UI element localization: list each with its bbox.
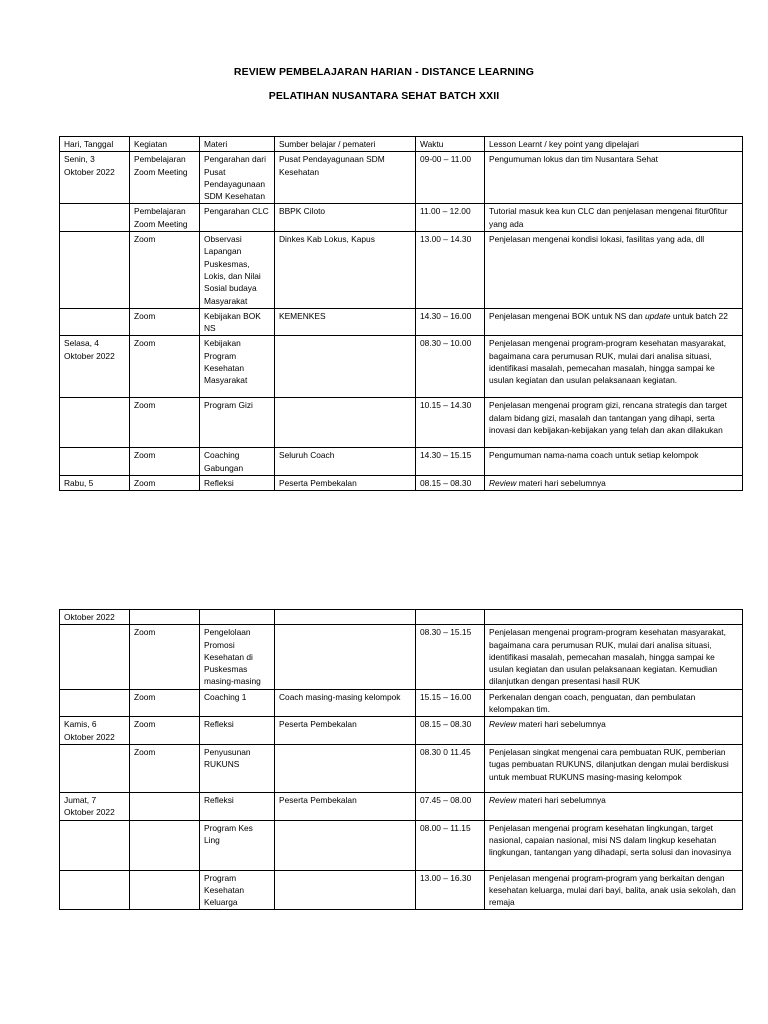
lesson-text-part: materi hari sebelumnya xyxy=(516,719,606,730)
cell-kegiatan: Zoom xyxy=(130,476,200,491)
cell-hari xyxy=(60,398,130,448)
cell-sumber xyxy=(275,625,416,689)
table-row xyxy=(60,204,743,232)
lesson-text-part: Review xyxy=(489,478,517,489)
cell-kegiatan: Zoom xyxy=(130,398,200,448)
cell-hari: Senin, 3 Oktober 2022 xyxy=(60,152,130,204)
cell-lesson xyxy=(485,308,743,336)
cell-waktu: 14.30 – 15.15 xyxy=(416,448,485,476)
lesson-text-part: Penjelasan mengenai BOK untuk NS dan xyxy=(489,310,645,321)
cell-kegiatan xyxy=(130,870,200,910)
cell-hari xyxy=(60,870,130,910)
table-row xyxy=(60,152,743,204)
cell-hari xyxy=(60,448,130,476)
cell-sumber: Peserta Pembekalan xyxy=(275,717,416,745)
cell-hari xyxy=(60,625,130,689)
table-row xyxy=(60,476,743,491)
lesson-text-part: materi hari sebelumnya xyxy=(516,478,606,489)
cell-materi: Kebijakan Program Kesehatan Masyarakat xyxy=(200,336,275,398)
document-title: REVIEW PEMBELAJARAN HARIAN - DISTANCE LEARNING xyxy=(233,66,535,78)
table-row xyxy=(60,625,743,689)
table-row xyxy=(60,870,743,910)
cell-lesson: Pengumuman nama-nama coach untuk setiap kelompok xyxy=(485,448,743,476)
header-kegiatan: Kegiatan xyxy=(130,137,200,152)
table-row xyxy=(60,792,743,820)
header-lesson: Lesson Learnt / key point yang dipelajari xyxy=(485,137,743,152)
cell-materi: Refleksi xyxy=(200,792,275,820)
header-waktu: Waktu xyxy=(416,137,485,152)
cell-materi: Program Gizi xyxy=(200,398,275,448)
lesson-text-part: Review xyxy=(489,794,517,805)
cell-sumber: Dinkes Kab Lokus, Kapus xyxy=(275,232,416,309)
cell-sumber: Peserta Pembekalan xyxy=(275,476,416,491)
cell-materi: Program Kesehatan Keluarga xyxy=(200,870,275,910)
cell-kegiatan xyxy=(130,820,200,870)
cell-lesson: Penjelasan mengenai program-program kesehatan masyarakat, bagaimana cara perumusan RUK, mulai dari analisa situasi, identifikasi masalah, pemecahan masalah, hingga sampai ke usulan kegiatan dan usulan pelaksanaan kegiatan. xyxy=(485,336,743,398)
cell-sumber xyxy=(275,398,416,448)
cell-lesson xyxy=(485,717,743,745)
cell-kegiatan: Zoom xyxy=(130,308,200,336)
cell-hari xyxy=(60,689,130,717)
cell-lesson: Penjelasan mengenai program-program yang berkaitan dengan kesehatan keluarga, mulai dari bayi, balita, anak usia sekolah, dan remaja xyxy=(485,870,743,910)
cell-hari: Selasa, 4 Oktober 2022 xyxy=(60,336,130,398)
cell-sumber: BBPK Ciloto xyxy=(275,204,416,232)
cell-sumber: Peserta Pembekalan xyxy=(275,792,416,820)
cell-waktu: 15.15 – 16.00 xyxy=(416,689,485,717)
header-sumber: Sumber belajar / pemateri xyxy=(275,137,416,152)
cell-kegiatan: Zoom xyxy=(130,717,200,745)
table-row xyxy=(60,689,743,717)
cell-hari xyxy=(60,308,130,336)
cell-lesson: Penjelasan mengenai program gizi, rencana strategis dan target dalam bidang gizi, masalah dan tantangan yang dihapi, serta inovasi dan kebijakan-kebijakan yang telah dan akan dilakukan xyxy=(485,398,743,448)
cell-sumber: KEMENKES xyxy=(275,308,416,336)
cell-hari xyxy=(60,232,130,309)
table-row xyxy=(60,308,743,336)
table-row xyxy=(60,744,743,792)
cell-kegiatan xyxy=(130,792,200,820)
cell-materi: Pengarahan dari Pusat Pendayagunaan SDM Kesehatan xyxy=(200,152,275,204)
cell-materi: Penyusunan RUKUNS xyxy=(200,744,275,792)
cell-waktu xyxy=(416,610,485,625)
cell-lesson: Pengumuman lokus dan tim Nusantara Sehat xyxy=(485,152,743,204)
cell-waktu: 08.00 – 11.15 xyxy=(416,820,485,870)
cell-waktu: 09-00 – 11.00 xyxy=(416,152,485,204)
header-materi: Materi xyxy=(200,137,275,152)
cell-waktu: 07.45 – 08.00 xyxy=(416,792,485,820)
cell-hari: Jumat, 7 Oktober 2022 xyxy=(60,792,130,820)
cell-materi: Kebijakan BOK NS xyxy=(200,308,275,336)
cell-kegiatan: Zoom xyxy=(130,232,200,309)
cell-materi: Pengarahan CLC xyxy=(200,204,275,232)
cell-lesson: Penjelasan mengenai program kesehatan lingkungan, target nasional, capaian nasional, misi NS dalam lingkup kesehatan lingkungan, tantangan yang dihadapi, serta solusi dan inovasinya xyxy=(485,820,743,870)
cell-hari xyxy=(60,820,130,870)
lesson-text-part: update xyxy=(644,310,671,321)
cell-kegiatan: Pembelajaran Zoom Meeting xyxy=(130,152,200,204)
cell-lesson: Penjelasan singkat mengenai cara pembuatan RUK, pemberian tugas pembuatan RUKUNS, dilanjutkan dengan mulai berdiskusi untuk membuat RUKUNS masing-masing kelompok xyxy=(485,744,743,792)
cell-lesson: Penjelasan mengenai kondisi lokasi, fasilitas yang ada, dll xyxy=(485,232,743,309)
cell-materi: Observasi Lapangan Puskesmas, Lokis, dan Nilai Sosial budaya Masyarakat xyxy=(200,232,275,309)
cell-waktu: 13.00 – 16.30 xyxy=(416,870,485,910)
cell-kegiatan: Zoom xyxy=(130,744,200,792)
cell-hari xyxy=(60,744,130,792)
cell-lesson xyxy=(485,610,743,625)
cell-waktu: 08.30 0 11.45 xyxy=(416,744,485,792)
table-row xyxy=(60,398,743,448)
cell-sumber: Pusat Pendayagunaan SDM Kesehatan xyxy=(275,152,416,204)
table-row xyxy=(60,232,743,309)
cell-waktu: 08.30 – 10.00 xyxy=(416,336,485,398)
table-row xyxy=(60,610,743,625)
header-hari-tanggal: Hari, Tanggal xyxy=(60,137,130,152)
cell-kegiatan: Zoom xyxy=(130,448,200,476)
cell-waktu: 08.15 – 08.30 xyxy=(416,476,485,491)
table-row xyxy=(60,336,743,398)
cell-lesson xyxy=(485,476,743,491)
cell-sumber xyxy=(275,610,416,625)
lesson-text-part: untuk batch 22 xyxy=(670,310,728,321)
cell-lesson: Penjelasan mengenai program-program kesehatan masyarakat, bagaimana cara perumusan RUK, mulai dari analisa situasi, identifikasi masalah, pemecahan masalah, hingga sampai ke usulan kegiatan dan usulan pelaksanaan kegiatan. Kemudian dilanjutkan dengan presentasi hasil RUK xyxy=(485,625,743,689)
lesson-text-part: materi hari sebelumnya xyxy=(516,794,606,805)
schedule-table-1 xyxy=(59,136,743,491)
cell-waktu: 08.15 – 08.30 xyxy=(416,717,485,745)
document-subtitle: PELATIHAN NUSANTARA SEHAT BATCH XXII xyxy=(268,90,500,102)
cell-lesson: Tutorial masuk kea kun CLC dan penjelasan mengenai fitur0fitur yang ada xyxy=(485,204,743,232)
cell-lesson xyxy=(485,792,743,820)
cell-materi: Coaching Gabungan xyxy=(200,448,275,476)
cell-hari xyxy=(60,204,130,232)
cell-sumber xyxy=(275,870,416,910)
table-row xyxy=(60,820,743,870)
cell-waktu: 10.15 – 14.30 xyxy=(416,398,485,448)
cell-materi: Coaching 1 xyxy=(200,689,275,717)
cell-waktu: 14.30 – 16.00 xyxy=(416,308,485,336)
cell-sumber xyxy=(275,336,416,398)
lesson-text-part: Review xyxy=(489,719,517,730)
cell-materi: Program Kes Ling xyxy=(200,820,275,870)
cell-kegiatan: Zoom xyxy=(130,336,200,398)
cell-lesson: Perkenalan dengan coach, penguatan, dan pembulatan kelompakan tim. xyxy=(485,689,743,717)
cell-sumber xyxy=(275,820,416,870)
cell-materi xyxy=(200,610,275,625)
cell-kegiatan: Pembelajaran Zoom Meeting xyxy=(130,204,200,232)
cell-sumber xyxy=(275,744,416,792)
cell-sumber: Coach masing-masing kelompok xyxy=(275,689,416,717)
cell-hari: Oktober 2022 xyxy=(60,610,130,625)
cell-kegiatan xyxy=(130,610,200,625)
table-row xyxy=(60,448,743,476)
cell-waktu: 13.00 – 14.30 xyxy=(416,232,485,309)
cell-materi: Refleksi xyxy=(200,476,275,491)
schedule-table-2 xyxy=(59,609,743,910)
cell-kegiatan: Zoom xyxy=(130,625,200,689)
cell-materi: Refleksi xyxy=(200,717,275,745)
table-row xyxy=(60,717,743,745)
cell-hari: Kamis, 6 Oktober 2022 xyxy=(60,717,130,745)
cell-hari: Rabu, 5 xyxy=(60,476,130,491)
cell-waktu: 11.00 – 12.00 xyxy=(416,204,485,232)
cell-waktu: 08.30 – 15.15 xyxy=(416,625,485,689)
table-header-row xyxy=(60,137,743,152)
cell-materi: Pengelolaan Promosi Kesehatan di Puskesmas masing-masing xyxy=(200,625,275,689)
cell-sumber: Seluruh Coach xyxy=(275,448,416,476)
cell-kegiatan: Zoom xyxy=(130,689,200,717)
